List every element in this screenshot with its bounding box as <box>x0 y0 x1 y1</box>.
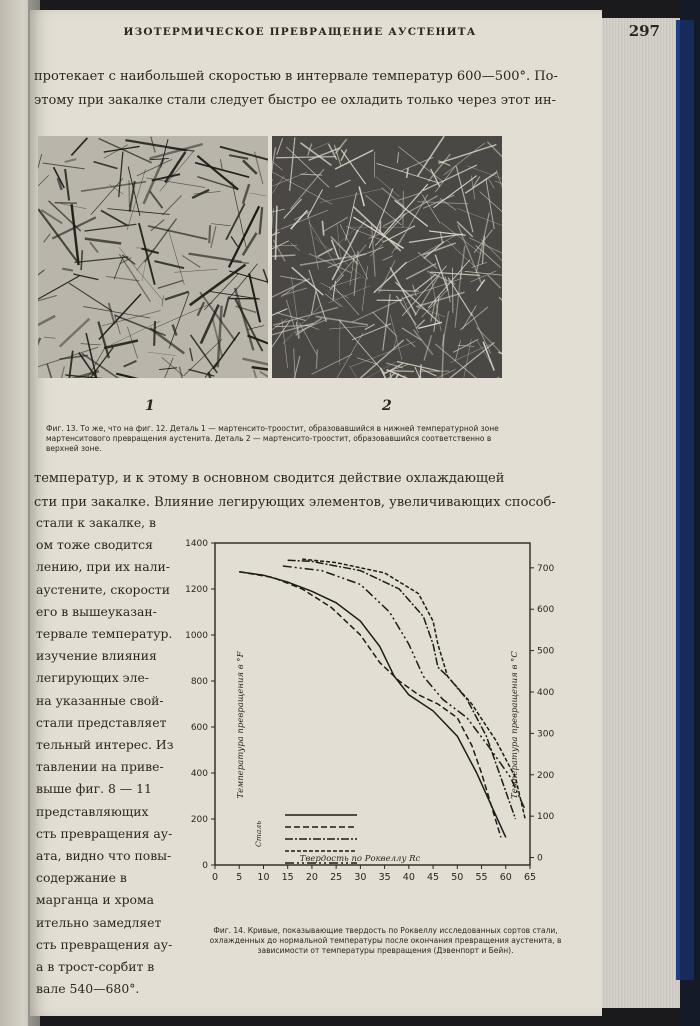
y2-tick-label: 700 <box>537 563 555 574</box>
column-line: содержание в <box>36 870 127 886</box>
series-line <box>239 572 506 838</box>
micrograph-2 <box>272 136 502 378</box>
column-line: тавлении на приве- <box>36 759 164 775</box>
column-line: стали к закалке, в <box>36 515 157 530</box>
x-tick-label: 0 <box>211 872 219 883</box>
figure-13-caption: Фиг. 13. То же, что на фиг. 12. Деталь 1 — мартенсито-троостит, образовавшийся в нижней температурной зоне мартенситового превращения аустенита. Деталь 2 — мартенсито-троостит, образовавшийся соответственно в верхней зоне. <box>46 424 499 453</box>
column-line: ом тоже сводится <box>36 537 153 553</box>
y-axis-label: Температура превращения в °F <box>236 651 246 799</box>
x-tick-label: 10 <box>257 872 270 883</box>
paragraph-line: протекает с наибольшей скоростью в интервале температур 600—500°. По- <box>34 69 558 84</box>
x-axis-label: Твердость по Роквеллу Rc <box>299 854 421 864</box>
y2-tick-label: 0 <box>537 853 543 864</box>
x-tick-label: 15 <box>281 872 294 883</box>
series-line <box>302 559 525 819</box>
x-tick-label: 35 <box>378 872 391 883</box>
column-line: его в вышеуказан- <box>36 603 157 619</box>
y2-tick-label: 400 <box>537 687 555 698</box>
y-tick-label: 600 <box>190 723 208 733</box>
column-line: стали представляет <box>36 714 167 730</box>
column-line: вале 540—680°. <box>36 981 140 997</box>
column-line: изучение влияния <box>36 648 157 664</box>
left-text-column <box>36 512 186 1000</box>
micrograph-1-label: 1 <box>145 398 155 414</box>
column-line: представляющих <box>36 803 149 819</box>
y-tick-label: 1000 <box>185 631 208 641</box>
micrograph-2-label: 2 <box>382 398 392 414</box>
x-tick-label: 55 <box>475 872 488 883</box>
column-line: а в трост-сорбит в <box>36 959 155 975</box>
x-tick-label: 40 <box>402 872 415 883</box>
column-line: аустените, скорости <box>36 581 170 597</box>
series-line <box>239 572 501 838</box>
paragraph-line: сти при закалке. Влияние легирующих элементов, увеличивающих способ- <box>34 495 556 510</box>
x-tick-label: 50 <box>451 872 464 883</box>
page-stack-edge <box>596 18 680 1008</box>
y2-tick-label: 200 <box>537 770 555 781</box>
y2-tick-label: 300 <box>537 729 555 740</box>
column-line: сть превращения ау- <box>36 825 173 841</box>
y-tick-label: 0 <box>202 861 208 871</box>
y2-tick-label: 100 <box>537 812 555 823</box>
x-tick-label: 5 <box>236 872 243 883</box>
column-line: марганца и хрома <box>36 892 154 908</box>
column-line: тельный интерес. Из <box>36 737 174 753</box>
micrograph-1 <box>38 136 268 378</box>
column-line: выше фиг. 8 — 11 <box>36 781 152 797</box>
y2-tick-label: 500 <box>537 646 555 657</box>
running-title: ИЗОТЕРМИЧЕСКОЕ ПРЕВРАЩЕНИЕ АУСТЕНИТА <box>123 26 477 38</box>
y-tick-label: 1400 <box>185 539 208 549</box>
book-cover-shadow <box>680 0 700 1026</box>
column-line: ительно замедляет <box>36 914 162 930</box>
page-number: 297 <box>628 22 660 40</box>
x-tick-label: 25 <box>330 872 343 883</box>
x-tick-label: 20 <box>305 872 318 883</box>
x-tick-label: 45 <box>427 872 440 883</box>
column-line: тервале температур. <box>36 626 173 642</box>
paragraph-line: этому при закалке стали следует быстро ее охладить только через этот ин- <box>34 93 557 108</box>
column-line: на указанные свой- <box>36 692 164 708</box>
x-tick-label: 65 <box>523 872 537 883</box>
x-tick-label: 30 <box>354 872 367 883</box>
x-tick-label: 60 <box>499 872 512 883</box>
y-tick-label: 1200 <box>185 585 208 595</box>
y2-axis-label: Температура превращения в °C <box>510 651 520 799</box>
series-line <box>288 560 516 819</box>
y-tick-label: 800 <box>190 677 208 687</box>
y-tick-label: 400 <box>190 769 208 779</box>
hardness-chart <box>185 535 560 925</box>
y2-tick-label: 600 <box>537 605 555 616</box>
paragraph-line: температур, и к этому в основном сводится действие охлаждающей <box>34 471 505 486</box>
plot-frame <box>215 543 530 865</box>
column-line: сть превращения ау- <box>36 936 173 952</box>
y-tick-label: 200 <box>190 815 208 825</box>
column-line: ата, видно что повы- <box>36 848 172 864</box>
column-line: лению, при их нали- <box>36 559 170 575</box>
figure-14-caption: Фиг. 14. Кривые, показывающие твердость по Роквеллу исследованных сортов стали, охлажденных до нормальной температуры после окончания превращения аустенита, в зависимости от температуры превращения (Дэвенпорт и Бейн). <box>209 926 562 955</box>
legend-title: Сталь <box>254 820 263 847</box>
column-line: легирующих эле- <box>36 670 149 686</box>
